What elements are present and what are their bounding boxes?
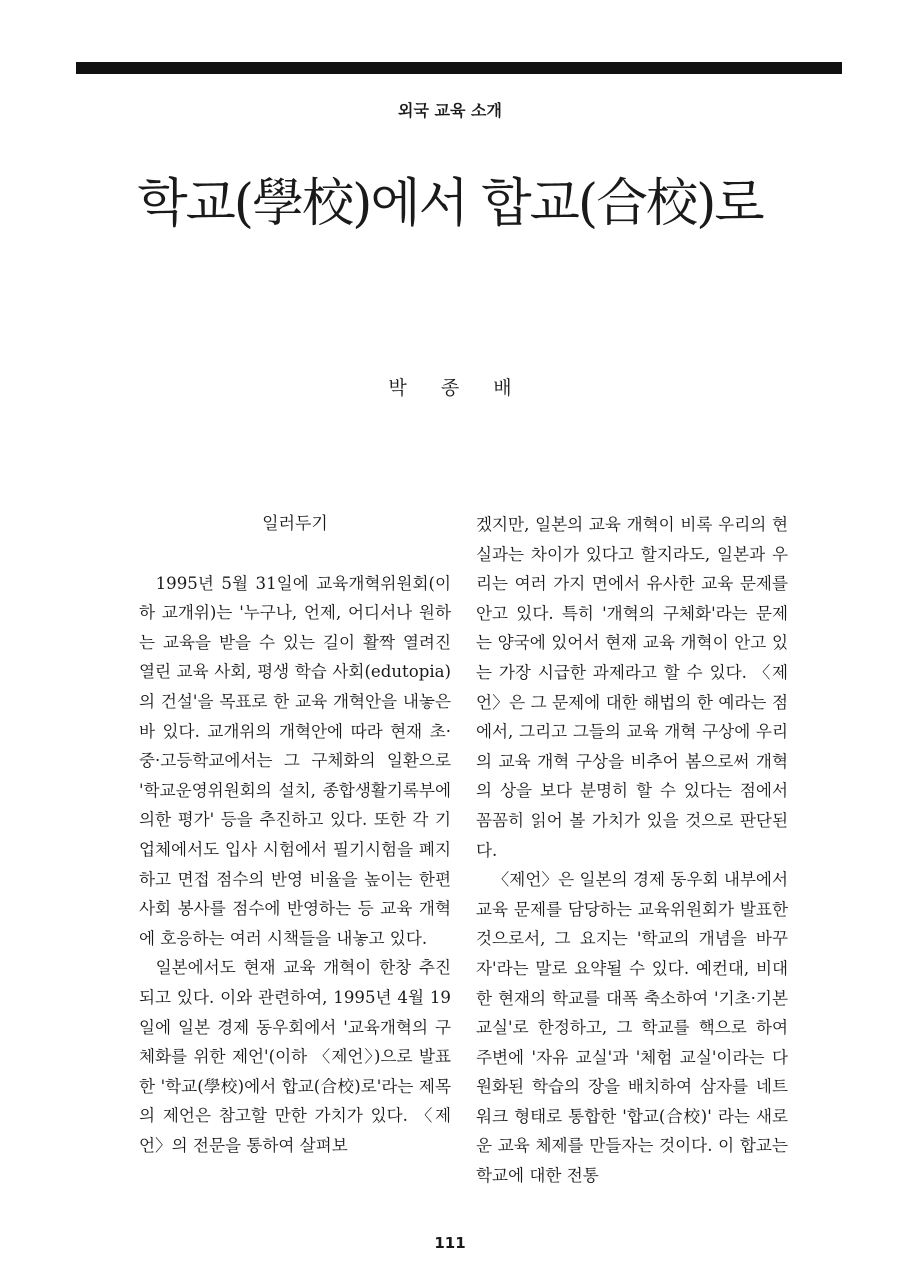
right-column	[476, 510, 788, 1191]
page-number: 111	[434, 1234, 466, 1252]
body-paragraph: 〈제언〉은 일본의 경제 동우회 내부에서 교육 문제를 담당하는 교육위원회가 발표한 것으로서, 그 요지는 '학교의 개념을 바꾸자'라는 말로 요약될 수 있다. 예컨대, 비대한 현재의 학교를 대폭 축소하여 '기초·기본 교실'로 한정하고, 그 학교를 핵으로 하여 주변에 '자유 교실'과 '체험 교실'이라는 다원화된 학습의 장을 배치하여 삼자를 네트워크 형태로 통합한 '합교(合校)' 라는 새로운 교육 체제를 만들자는 것이다. 이 합교는 학교에 대한 전통	[476, 870, 788, 1186]
author-name: 박 종 배	[388, 377, 526, 399]
body-paragraph: 겠지만, 일본의 교육 개혁이 비록 우리의 현실과는 차이가 있다고 할지라도, 일본과 우리는 여러 가지 면에서 유사한 교육 문제를 안고 있다. 특히 '개혁의 구체화'라는 문제는 양국에 있어서 현재 교육 개혁이 안고 있는 가장 시급한 과제라고 할 수 있다. 〈제언〉은 그 문제에 대한 해법의 한 예라는 점에서, 그리고 그들의 교육 개혁 구상에 우리의 교육 개혁 구상을 비추어 봄으로써 개혁의 상을 보다 분명히 할 수 있다는 점에서 꼼꼼히 읽어 볼 가치가 있을 것으로 판단된다.	[476, 515, 788, 860]
body-paragraph: 일본에서도 현재 교육 개혁이 한창 추진되고 있다. 이와 관련하여, 1995년 4월 19일에 일본 경제 동우회에서 '교육개혁의 구체화를 위한 제언'(이하 〈제언〉)으로 발표한 '학교(學校)에서 합교(合校)로'라는 제목의 제언은 참고할 만한 가치가 있다. 〈제언〉의 전문을 통하여 살펴보	[139, 958, 451, 1155]
subheading: 일러두기	[262, 514, 328, 534]
body-paragraph: 1995년 5월 31일에 교육개혁위원회(이하 교개위)는 '누구나, 언제, 어디서나 원하는 교육을 받을 수 있는 길이 활짝 열려진 열린 교육 사회, 평생 학습 사회(edutopia)의 건설'을 목표로 한 교육 개혁안을 내놓은 바 있다. 교개위의 개혁안에 따라 현재 초·중·고등학교에서는 그 구체화의 일환으로 '학교운영위원회의 설치, 종합생활기록부에 의한 평가' 등을 추진하고 있다. 또한 각 기업체에서도 입사 시험에서 필기시험을 폐지하고 면접 점수의 반영 비율을 높이는 한편 사회 봉사를 점수에 반영하는 등 교육 개혁에 호응하는 여러 시책들을 내놓고 있다.	[139, 573, 451, 948]
article-title: 학교(學校)에서 합교(合校)로	[137, 174, 763, 234]
section-label: 외국 교육 소개	[398, 101, 502, 120]
top-rule	[76, 62, 842, 74]
left-column	[139, 510, 451, 1160]
